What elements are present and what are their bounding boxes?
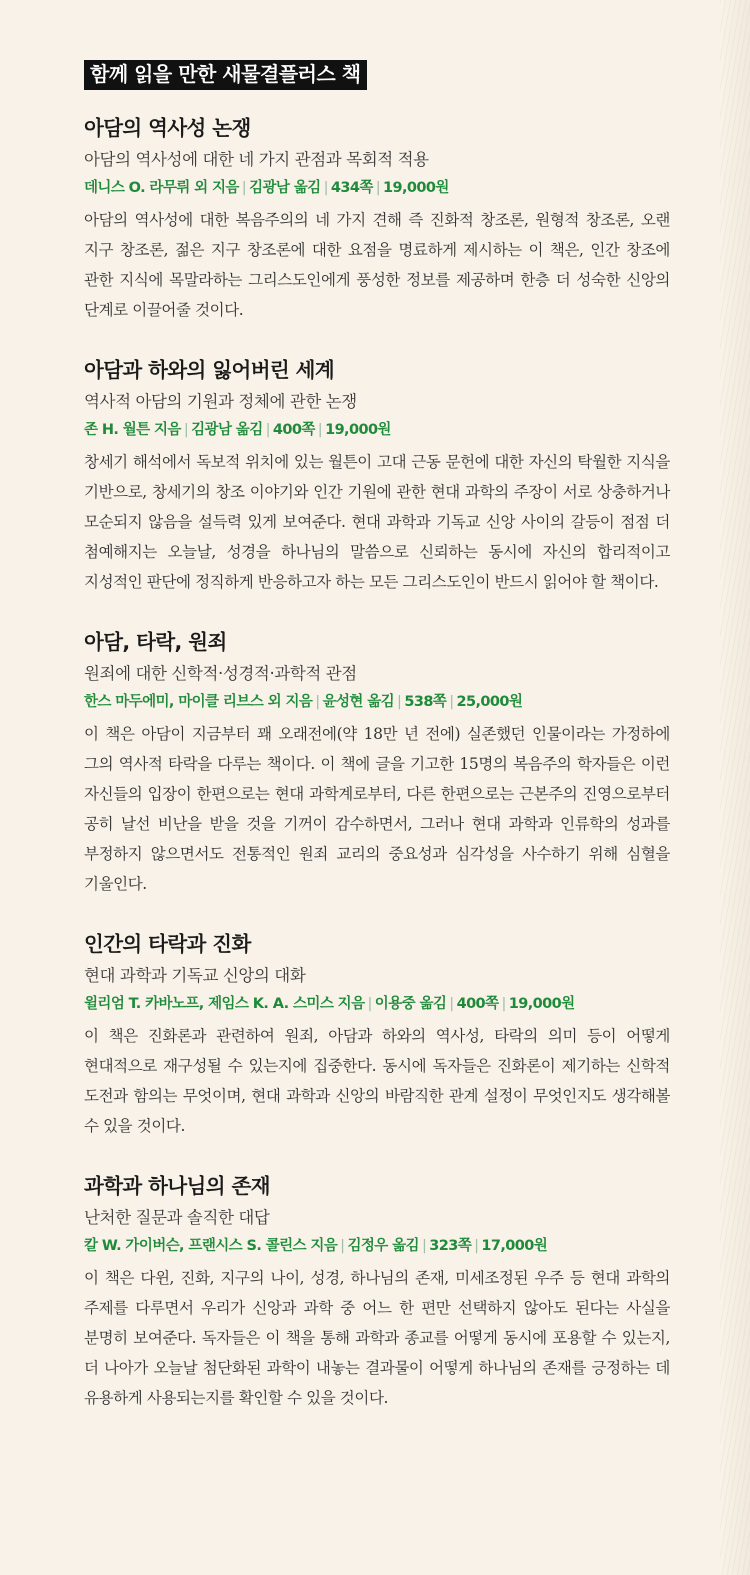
book-item — [84, 929, 670, 1141]
book-title: 인간의 타락과 진화 — [84, 932, 251, 956]
book-pages: 323쪽 — [429, 1238, 472, 1254]
meta-divider: | — [317, 422, 323, 438]
book-translator: 윤성현 옮김 — [322, 694, 395, 710]
meta-divider: | — [474, 1238, 479, 1254]
book-pages: 400쪽 — [272, 422, 315, 438]
meta-divider: | — [367, 996, 372, 1012]
book-description: 창세기 해석에서 독보적 위치에 있는 월튼이 고대 근동 문헌에 대한 자신의 탁월한 지식을 기반으로, 창세기의 창조 이야기와 인간 기원에 관한 현대 과학의 주장이 서로 상충하거나 모순되지 않음을 설득력 있게 보여준다. 현대 과학과 기독교 신앙 사이의 갈등이 점점 더 첨예해지는 오늘날, 성경을 하나님의 말씀으로 신뢰하는 동시에 자신의 합리적이고 지성적인 판단에 정직하게 반응하고자 하는 모든 그리스도인이 반드시 읽어야 할 책이다. — [84, 453, 670, 591]
page-edge-texture — [720, 0, 750, 1575]
book-price: 19,000원 — [325, 422, 391, 438]
book-description: 이 책은 진화론과 관련하여 원죄, 아담과 하와의 역사성, 타락의 의미 등이 어떻게 현대적으로 재구성될 수 있는지에 집중한다. 동시에 독자들은 진화론이 제기하는 신학적 도전과 함의는 무엇이며, 현대 과학과 신앙의 바람직한 관계 설정이 무엇인지도 생각해볼 수 있을 것이다. — [84, 1027, 670, 1135]
book-item — [84, 355, 670, 597]
meta-divider: | — [397, 694, 402, 710]
section-title: 함께 읽을 만한 새물결플러스 책 — [84, 60, 367, 90]
book-subtitle: 난처한 질문과 솔직한 대답 — [84, 1208, 270, 1227]
book-author: 데니스 O. 라무뤼 외 지음 — [84, 180, 239, 196]
meta-divider: | — [421, 1238, 427, 1254]
book-price: 17,000원 — [481, 1238, 548, 1254]
meta-divider: | — [183, 422, 189, 438]
meta-divider: | — [501, 996, 506, 1012]
book-translator: 이용중 옮김 — [374, 996, 447, 1012]
book-pages: 538쪽 — [404, 694, 447, 710]
book-title: 아담과 하와의 잃어버린 세계 — [84, 358, 335, 382]
book-item — [84, 1171, 670, 1413]
book-author: 한스 마두에미, 마이클 리브스 외 지음 — [84, 694, 313, 710]
book-translator: 김광남 옮김 — [191, 422, 263, 438]
book-author: 존 H. 월튼 지음 — [84, 422, 181, 438]
book-meta — [84, 418, 670, 442]
book-author: 칼 W. 가이버슨, 프랜시스 S. 콜린스 지음 — [84, 1238, 338, 1254]
book-meta — [84, 690, 670, 714]
book-translator: 김광남 옮김 — [249, 180, 321, 196]
book-pages: 400쪽 — [456, 996, 499, 1012]
meta-divider: | — [449, 996, 454, 1012]
book-pages: 434쪽 — [330, 180, 373, 196]
meta-divider: | — [265, 422, 270, 438]
book-price: 25,000원 — [456, 694, 523, 710]
book-title: 과학과 하나님의 존재 — [84, 1174, 270, 1198]
book-description: 아담의 역사성에 대한 복음주의의 네 가지 견해 즉 진화적 창조론, 원형적 창조론, 오랜 지구 창조론, 젊은 지구 창조론에 대한 요점을 명료하게 제시하는 이 책은, 인간 창조에 관한 지식에 목말라하는 그리스도인에게 풍성한 정보를 제공하며 한층 더 성숙한 신앙의 단계로 이끌어줄 것이다. — [84, 211, 670, 319]
book-title: 아담, 타락, 원죄 — [84, 630, 227, 654]
book-subtitle: 원죄에 대한 신학적·성경적·과학적 관점 — [84, 664, 357, 683]
book-meta — [84, 1234, 670, 1258]
book-meta — [84, 176, 670, 200]
book-subtitle: 역사적 아담의 기원과 정체에 관한 논쟁 — [84, 392, 357, 411]
book-title: 아담의 역사성 논쟁 — [84, 116, 251, 140]
book-description: 이 책은 아담이 지금부터 꽤 오래전에(약 18만 년 전에) 실존했던 인물이라는 가정하에 그의 역사적 타락을 다루는 책이다. 이 책에 글을 기고한 15명의 복음주의 학자들은 이런 자신들의 입장이 한편으로는 현대 과학계로부터, 다른 한편으로는 근본주의 진영으로부터 공히 날선 비난을 받을 것을 기꺼이 감수하면서, 그러나 현대 과학과 인류학의 성과를 부정하지 않으면서도 전통적인 원죄 교리의 중요성과 심각성을 사수하기 위해 심혈을 기울인다. — [84, 725, 670, 893]
book-item — [84, 627, 670, 899]
meta-divider: | — [340, 1238, 345, 1254]
book-subtitle: 현대 과학과 기독교 신앙의 대화 — [84, 966, 306, 985]
recommended-books-section — [84, 60, 670, 1413]
meta-divider: | — [375, 180, 381, 196]
meta-divider: | — [241, 180, 247, 196]
book-meta — [84, 992, 670, 1016]
book-translator: 김정우 옮김 — [347, 1238, 419, 1254]
meta-divider: | — [315, 694, 320, 710]
book-author: 윌리엄 T. 카바노프, 제임스 K. A. 스미스 지음 — [84, 996, 365, 1012]
book-price: 19,000원 — [508, 996, 575, 1012]
book-item — [84, 113, 670, 325]
meta-divider: | — [449, 694, 454, 710]
book-description: 이 책은 다윈, 진화, 지구의 나이, 성경, 하나님의 존재, 미세조정된 우주 등 현대 과학의 주제를 다루면서 우리가 신앙과 과학 중 어느 한 편만 선택하지 않아도 된다는 사실을 분명히 보여준다. 독자들은 이 책을 통해 과학과 종교를 어떻게 동시에 포용할 수 있는지, 더 나아가 오늘날 첨단화된 과학이 내놓는 결과물이 어떻게 하나님의 존재를 긍정하는 데 유용하게 사용되는지를 확인할 수 있을 것이다. — [84, 1269, 670, 1407]
meta-divider: | — [323, 180, 328, 196]
book-subtitle: 아담의 역사성에 대한 네 가지 관점과 목회적 적용 — [84, 150, 429, 169]
book-price: 19,000원 — [383, 180, 449, 196]
